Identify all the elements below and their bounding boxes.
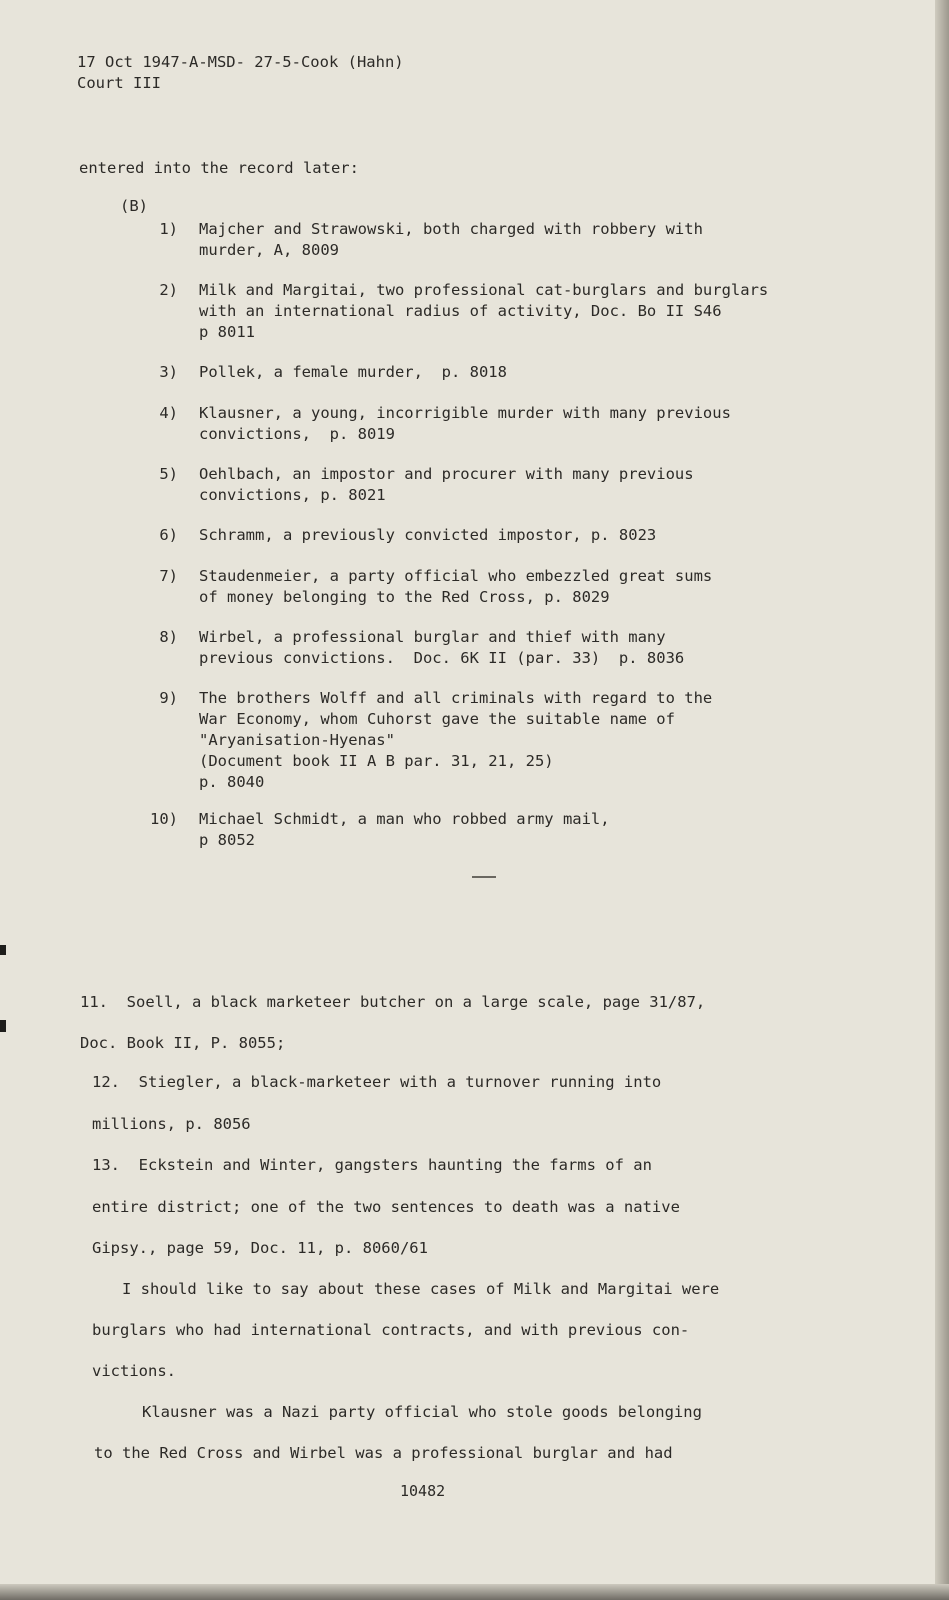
item-line: previous convictions. Doc. 6K II (par. 33) p. 8036 <box>199 649 685 667</box>
separator-dash <box>472 876 496 878</box>
item-number: 5) <box>159 465 178 483</box>
intro-text: entered into the record later: <box>79 159 359 177</box>
item-line: Klausner, a young, incorrigible murder with many previous <box>199 404 731 422</box>
item-line: Staudenmeier, a party official who embezzled great sums <box>199 567 713 585</box>
binding-mark <box>0 945 6 955</box>
header-line-2: Court III <box>77 74 161 92</box>
item-number: 4) <box>159 404 178 422</box>
body-line: Doc. Book II, P. 8055; <box>80 1034 286 1052</box>
page-edge-right <box>935 0 949 1600</box>
item-line: convictions, p. 8019 <box>199 425 395 443</box>
item-number: 2) <box>159 281 178 299</box>
item-line: convictions, p. 8021 <box>199 486 386 504</box>
body-line: victions. <box>92 1362 176 1380</box>
item-number: 8) <box>159 628 178 646</box>
body-line: entire district; one of the two sentences to death was a native <box>92 1198 680 1216</box>
item-line: Majcher and Strawowski, both charged with robbery with <box>199 220 703 238</box>
item-line: murder, A, 8009 <box>199 241 339 259</box>
item-line: Milk and Margitai, two professional cat-burglars and burglars <box>199 281 769 299</box>
item-number: 10) <box>150 810 178 828</box>
item-number: 6) <box>159 526 178 544</box>
item-number: 9) <box>159 689 178 707</box>
body-line: millions, p. 8056 <box>92 1115 251 1133</box>
item-line: with an international radius of activity, Doc. Bo II S46 <box>199 302 722 320</box>
item-line: of money belonging to the Red Cross, p. 8029 <box>199 588 610 606</box>
item-line: The brothers Wolff and all criminals with regard to the <box>199 689 713 707</box>
item-line: (Document book II A B par. 31, 21, 25) <box>199 752 554 770</box>
binding-mark <box>0 1020 6 1032</box>
body-line: 11. Soell, a black marketeer butcher on a large scale, page 31/87, <box>80 993 706 1011</box>
body-line: to the Red Cross and Wirbel was a professional burglar and had <box>94 1444 673 1462</box>
item-number: 1) <box>159 220 178 238</box>
body-line: 13. Eckstein and Winter, gangsters haunting the farms of an <box>92 1156 652 1174</box>
item-line: War Economy, whom Cuhorst gave the suitable name of <box>199 710 675 728</box>
body-line: Klausner was a Nazi party official who stole goods belonging <box>142 1403 702 1421</box>
body-line: Gipsy., page 59, Doc. 11, p. 8060/61 <box>92 1239 428 1257</box>
page-edge-bottom <box>0 1584 949 1600</box>
body-line: I should like to say about these cases of Milk and Margitai were <box>122 1280 720 1298</box>
item-line: Schramm, a previously convicted impostor, p. 8023 <box>199 526 657 544</box>
body-line: 12. Stiegler, a black-marketeer with a turnover running into <box>92 1073 662 1091</box>
item-line: Oehlbach, an impostor and procurer with many previous <box>199 465 694 483</box>
section-label: (B) <box>120 197 148 215</box>
item-line: Pollek, a female murder, p. 8018 <box>199 363 507 381</box>
item-line: "Aryanisation-Hyenas" <box>199 731 395 749</box>
item-number: 7) <box>159 567 178 585</box>
item-line: p 8011 <box>199 323 255 341</box>
item-line: p. 8040 <box>199 773 265 791</box>
body-line: burglars who had international contracts, and with previous con- <box>92 1321 690 1339</box>
page-number: 10482 <box>400 1482 446 1500</box>
item-line: Wirbel, a professional burglar and thief with many <box>199 628 666 646</box>
header-line-1: 17 Oct 1947-A-MSD- 27-5-Cook (Hahn) <box>77 53 404 71</box>
item-line: Michael Schmidt, a man who robbed army mail, <box>199 810 610 828</box>
item-line: p 8052 <box>199 831 255 849</box>
item-number: 3) <box>159 363 178 381</box>
